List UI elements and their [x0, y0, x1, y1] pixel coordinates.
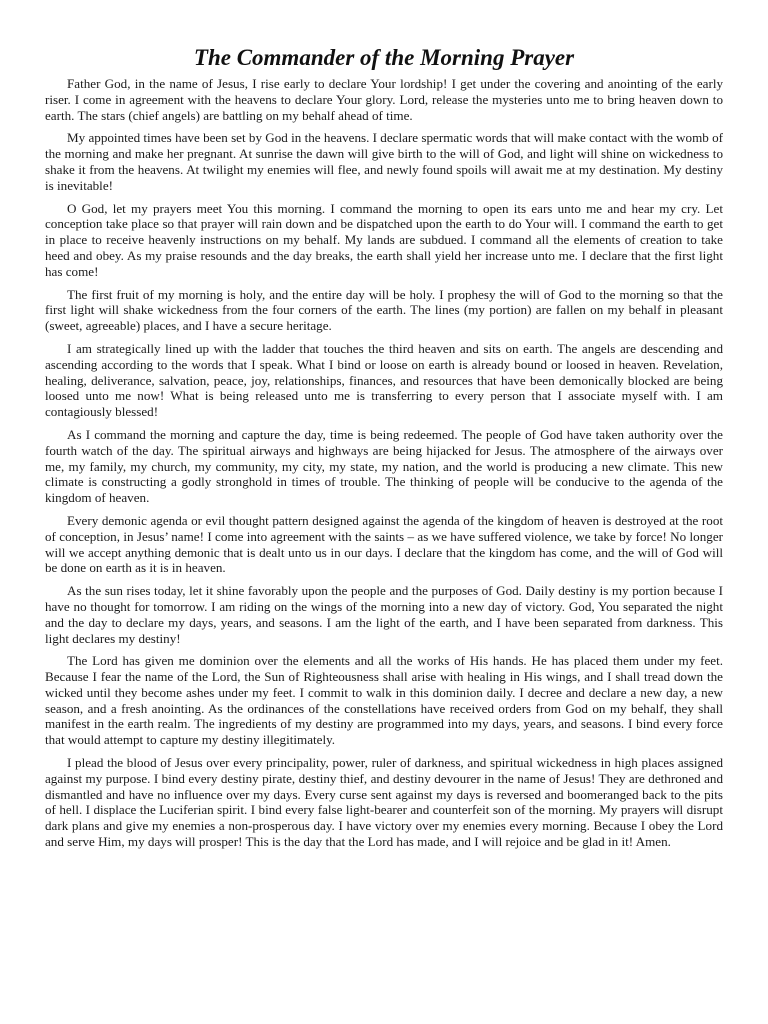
document-title: The Commander of the Morning Prayer [193, 45, 575, 70]
document-page [45, 44, 723, 857]
paragraph: Father God, in the name of Jesus, I rise early to declare Your lordship! I get under the covering and anointing of the early riser. I come in agreement with the heavens to declare Your glory. Lord, release the mysteries unto me to bring heaven down to earth. The stars (chief angels) are battling on my behalf ahead of time. [45, 76, 723, 123]
paragraph: O God, let my prayers meet You this morning. I command the morning to open its ears unto me and hear my cry. Let conception take place so that prayer will rain down and be dispatched upon the earth to do Your will. I command the earth to get in place to receive heavenly instructions on my behalf. My lands are subdued. I command all the elements of creation to take heed and obey. As my praise resounds and the day breaks, the earth shall yield her increase unto me. I declare that the first light has come! [45, 200, 723, 279]
paragraph: The first fruit of my morning is holy, and the entire day will be holy. I prophesy the will of God to the morning so that the first light will shake wickedness from the four corners of the earth. The lines (my portion) are fallen on my behalf in pleasant (sweet, agreeable) places, and I have a secure heritage. [45, 286, 723, 334]
paragraph: Every demonic agenda or evil thought pattern designed against the agenda of the kingdom of heaven is destroyed at the root of conception, in Jesus’ name! I come into agreement with the saints – as we have suffered violence, we take by force! No longer will we accept anything demonic that is dealt unto us in our days. I declare that the kingdom has come, and the will of God will be done on earth as it is in heaven. [45, 512, 723, 576]
paragraph: The Lord has given me dominion over the elements and all the works of His hands. He has placed them under my feet. Because I fear the name of the Lord, the Sun of Righteousness shall arise with healing in His wings, and I shall tread down the wicked until they become ashes under my feet. I commit to walk in this dominion daily. I decree and declare a new day, a new season, and a fresh anointing. As the ordinances of the constellations have received orders from God on my behalf, they shall manifest in the earth realm. The ingredients of my destiny are programmed into my days, years, and seasons. I bind every force that would attempt to capture my destiny illegitimately. [45, 653, 723, 748]
paragraph: I am strategically lined up with the ladder that touches the third heaven and sits on earth. The angels are descending and ascending according to the words that I speak. What I bind or loose on earth is already bound or loosed in heaven. Revelation, healing, deliverance, salvation, peace, joy, relationships, finances, and resources that have been demonically blocked are being loosed unto me now! What is being released unto me is transferring to every person that I associate myself with. I am contagiously blessed! [45, 340, 723, 420]
paragraph: I plead the blood of Jesus over every principality, power, ruler of darkness, and spiritual wickedness in high places assigned against my purpose. I bind every destiny pirate, destiny thief, and destiny devourer in the name of Jesus! They are dethroned and dismantled and have no influence over my days. Every curse sent against my days is reversed and boomeranged back to the pits of hell. I displace the Luciferian spirit. I bind every false light-bearer and counterfeit son of the morning. My prayers will disrupt dark plans and give my enemies a non-prosperous day. I have victory over my enemies every morning. Because I obey the Lord and serve Him, my days will prosper! This is the day that the Lord has made, and I will rejoice and be glad in it! Amen. [45, 755, 723, 850]
paragraph: As I command the morning and capture the day, time is being redeemed. The people of God have taken authority over the fourth watch of the day. The spiritual airways and highways are being hijacked for Jesus. The atmosphere of the airways over me, my family, my church, my community, my city, my state, my nation, and the world is producing a new climate. This new climate is constructing a godly stronghold in times of trouble. The thinking of people will be conducive to the agenda of the kingdom of heaven. [45, 426, 723, 506]
paragraph: As the sun rises today, let it shine favorably upon the people and the purposes of God. Daily destiny is my portion because I have no thought for tomorrow. I am riding on the wings of the morning into a new day of victory. God, You separated the night and the day to declare my days, years, and seasons. I am the light of the earth, and I have been separated from darkness. This light declares my destiny! [45, 583, 723, 646]
paragraph: My appointed times have been set by God in the heavens. I declare spermatic words that will make contact with the womb of the morning and make her pregnant. At sunrise the dawn will give birth to the will of God, and light will shine on wickedness to shake it from the heavens. At twilight my enemies will flee, and newly found spoils will await me at my destination. My destiny is inevitable! [45, 130, 723, 193]
